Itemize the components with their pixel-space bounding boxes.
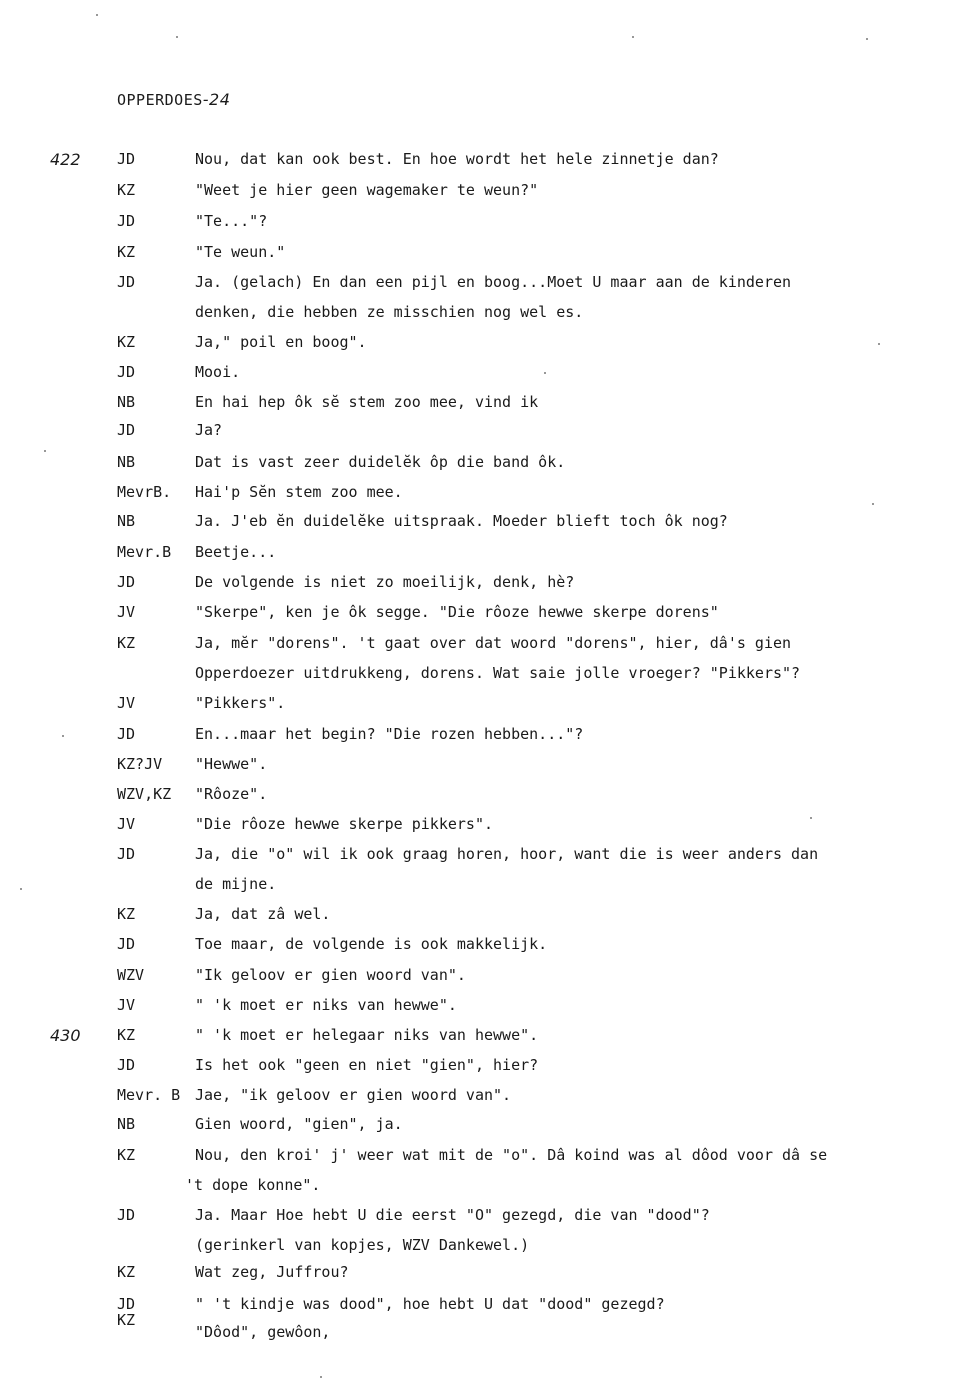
transcript-line: [0, 363, 979, 385]
utterance-text: Mooi.: [195, 363, 241, 381]
utterance-text: Nou, dat kan ook best. En hoe wordt het hele zinnetje dan?: [195, 150, 719, 168]
transcript-line: [0, 1086, 979, 1108]
utterance-text: de mijne.: [195, 875, 277, 893]
speaker-label: JD: [117, 1206, 136, 1224]
utterance-text: 't dope konne".: [185, 1176, 321, 1194]
utterance-text: "Te weun.": [195, 243, 286, 261]
speaker-label: JV: [117, 996, 136, 1014]
page-header: [117, 90, 230, 109]
transcript-line: [0, 966, 979, 988]
speaker-label: Mevr. B: [117, 1086, 181, 1104]
speaker-label: JD: [117, 421, 136, 439]
speaker-label: JD: [117, 725, 136, 743]
header-title: OPPERDOES: [117, 91, 203, 109]
transcript-line: [0, 1236, 979, 1258]
utterance-text: Dat is vast zeer duidelĕk ôp die band ôk.: [195, 453, 566, 471]
transcript-line: [0, 634, 979, 656]
transcript-line: [0, 512, 979, 534]
utterance-text: Ja?: [195, 421, 223, 439]
speaker-label: JD: [117, 212, 136, 230]
transcript-line: [0, 1323, 979, 1345]
utterance-text: Toe maar, de volgende is ook makkelijk.: [195, 935, 548, 953]
utterance-text: Ja," poil en boog".: [195, 333, 367, 351]
utterance-text: "Ik geloov er gien woord van".: [195, 966, 466, 984]
utterance-text: Ja. J'eb ĕn duidelĕke uitspraak. Moeder blieft toch ôk nog?: [195, 512, 728, 530]
utterance-text: " 'k moet er niks van hewwe".: [195, 996, 457, 1014]
utterance-text: (gerinkerl van kopjes, WZV Dankewel.): [195, 1236, 530, 1254]
speaker-label: JD: [117, 363, 136, 381]
transcript-line: [0, 483, 979, 505]
utterance-text: "Weet je hier geen wagemaker te weun?": [195, 181, 539, 199]
utterance-text: denken, die hebben ze misschien nog wel es.: [195, 303, 584, 321]
speaker-label: KZ?JV: [117, 755, 163, 773]
utterance-text: Is het ook "geen en niet "gien", hier?: [195, 1056, 539, 1074]
speaker-label: JD: [117, 1056, 136, 1074]
transcript-line: [0, 273, 979, 295]
utterance-text: "Skerpe", ken je ôk segge. "Die rôoze hewwe skerpe dorens": [195, 603, 719, 621]
transcript-line: [0, 543, 979, 565]
speaker-label: JV: [117, 815, 136, 833]
speaker-label: NB: [117, 512, 136, 530]
speaker-label: NB: [117, 393, 136, 411]
utterance-text: En...maar het begin? "Die rozen hebben..."?: [195, 725, 584, 743]
speaker-label: KZ: [117, 181, 136, 199]
utterance-text: "Dôod", gewôon,: [195, 1323, 331, 1341]
utterance-text: Wat zeg, Juffrou?: [195, 1263, 349, 1281]
speaker-label: KZ: [117, 243, 136, 261]
utterance-text: Hai'p Sĕn stem zoo mee.: [195, 483, 403, 501]
speaker-label: KZ: [117, 1263, 136, 1281]
speaker-label: JD: [117, 1295, 136, 1313]
transcript-line: [0, 303, 979, 325]
transcript-line: [0, 694, 979, 716]
speaker-label: Mevr.B: [117, 543, 172, 561]
speaker-label: NB: [117, 1115, 136, 1133]
utterance-text: Ja, die "o" wil ik ook graag horen, hoor, want die is weer anders dan: [195, 845, 819, 863]
speaker-label: JD: [117, 273, 136, 291]
transcript-line: [0, 875, 979, 897]
margin-line-number: 422: [50, 150, 81, 169]
speaker-label: KZ: [117, 1311, 136, 1329]
utterance-text: " 'k moet er helegaar niks van hewwe".: [195, 1026, 539, 1044]
utterance-text: "Hewwe".: [195, 755, 268, 773]
utterance-text: " 't kindje was dood", hoe hebt U dat "dood" gezegd?: [195, 1295, 665, 1313]
speaker-label: KZ: [117, 333, 136, 351]
transcript-line: [0, 725, 979, 747]
transcript-line: [0, 1176, 979, 1198]
transcript-line: [0, 393, 979, 415]
transcript-line: [0, 845, 979, 867]
speaker-label: WZV: [117, 966, 145, 984]
utterance-text: Nou, den kroi' j' weer wat mit de "o". Dâ koind was al dôod voor dâ se: [195, 1146, 828, 1164]
utterance-text: Beetje...: [195, 543, 277, 561]
utterance-text: Opperdoezer uitdrukkeng, dorens. Wat saie jolle vroeger? "Pikkers"?: [195, 664, 801, 682]
utterance-text: Ja. Maar Hoe hebt U die eerst "O" gezegd, die van "dood"?: [195, 1206, 710, 1224]
transcript-line: [0, 1146, 979, 1168]
transcript-line: [0, 905, 979, 927]
transcript-line: [0, 212, 979, 234]
transcript-line: [0, 150, 979, 172]
transcript-line: [0, 1115, 979, 1137]
margin-line-number: 430: [50, 1026, 81, 1045]
transcript-line: [0, 243, 979, 265]
transcript-line: [0, 755, 979, 777]
transcript-line: [0, 603, 979, 625]
utterance-text: Ja. (gelach) En dan een pijl en boog...Moet U maar aan de kinderen: [195, 273, 792, 291]
transcript-line: [0, 815, 979, 837]
speaker-label: WZV,KZ: [117, 785, 172, 803]
transcript-line: [0, 421, 979, 443]
speaker-label: MevrB.: [117, 483, 172, 501]
transcript-line: [0, 785, 979, 807]
speaker-label: JD: [117, 150, 136, 168]
utterance-text: "Pikkers".: [195, 694, 286, 712]
utterance-text: Ja, mĕr "dorens". 't gaat over dat woord "dorens", hier, dâ's gien: [195, 634, 792, 652]
transcript-line: [0, 1263, 979, 1285]
speaker-label: JD: [117, 935, 136, 953]
utterance-text: De volgende is niet zo moeilijk, denk, hè?: [195, 573, 575, 591]
transcript-line: [0, 1056, 979, 1078]
utterance-text: Jae, "ik geloov er gien woord van".: [195, 1086, 512, 1104]
transcript-line: [0, 1206, 979, 1228]
transcript-line: [0, 1026, 979, 1048]
header-page-number: -24: [202, 90, 231, 109]
speaker-label: JV: [117, 603, 136, 621]
utterance-text: "Die rôoze hewwe skerpe pikkers".: [195, 815, 494, 833]
speaker-label: KZ: [117, 1146, 136, 1164]
speaker-label: JD: [117, 573, 136, 591]
transcript-line: [0, 453, 979, 475]
utterance-text: Ja, dat zâ wel.: [195, 905, 331, 923]
transcript-line: [0, 664, 979, 686]
utterance-text: Gien woord, "gien", ja.: [195, 1115, 403, 1133]
speaker-label: KZ: [117, 1026, 136, 1044]
speaker-label: JD: [117, 845, 136, 863]
speaker-label: JV: [117, 694, 136, 712]
speaker-label: KZ: [117, 634, 136, 652]
transcript-line: [0, 333, 979, 355]
transcript-line: [0, 573, 979, 595]
utterance-text: En hai hep ôk sĕ stem zoo mee, vind ik: [195, 393, 539, 411]
transcript-line: [0, 996, 979, 1018]
utterance-text: "Te..."?: [195, 212, 268, 230]
utterance-text: "Rôoze".: [195, 785, 268, 803]
speaker-label: NB: [117, 453, 136, 471]
speaker-label: KZ: [117, 905, 136, 923]
transcript-line: [0, 181, 979, 203]
transcript-line: [0, 935, 979, 957]
